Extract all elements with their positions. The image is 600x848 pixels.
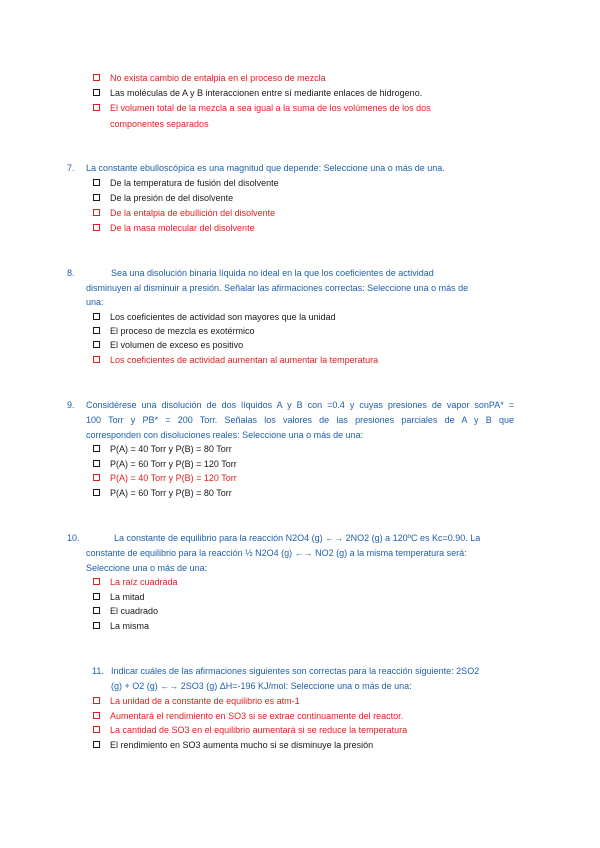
option-text: Aumentará el rendimiento en SO3 si se extrae continuamente del reactor.	[110, 711, 404, 721]
option-text: P(A) = 60 Torr y P(B) = 80 Torr	[110, 488, 232, 498]
checkbox[interactable]	[93, 194, 100, 201]
question-8-stem-line-3: una:	[86, 297, 104, 307]
option-text: La unidad de a constante de equilibrio es atm-1	[110, 696, 300, 706]
checkbox[interactable]	[93, 89, 100, 96]
option-text: El cuadrado	[110, 606, 159, 616]
checkbox[interactable]	[93, 224, 100, 231]
question-7-stem: La constante ebulloscópica es una magnitud que depende: Seleccione una o más de una.	[86, 163, 445, 173]
question-8-stem-line-1: Sea una disolución binaria líquida no ideal en la que los coeficientes de actividad	[111, 268, 434, 278]
question-10-stem-line-1: La constante de equilibrio para la reacción N2O4 (g) ←→ 2NO2 (g) a 120ºC es Kc=0.90. La	[114, 533, 481, 543]
checkbox[interactable]	[93, 104, 100, 111]
prev-option-3-continuation: componentes separados	[110, 119, 209, 129]
checkbox[interactable]	[93, 726, 100, 733]
checkbox[interactable]	[93, 697, 100, 704]
option-text: El rendimiento en SO3 aumenta mucho si se disminuye la presión	[110, 740, 374, 750]
option-text: No exista cambio de entalpia en el proceso de mezcla	[110, 73, 326, 83]
checkbox[interactable]	[93, 622, 100, 629]
checkbox[interactable]	[93, 474, 100, 481]
option-text: P(A) = 60 Torr y P(B) = 120 Torr	[110, 459, 237, 469]
option-text: De la temperatura de fusión del disolvente	[110, 178, 279, 188]
checkbox[interactable]	[93, 445, 100, 452]
checkbox[interactable]	[93, 578, 100, 585]
checkbox[interactable]	[93, 607, 100, 614]
option-text: La mitad	[110, 592, 145, 602]
option-text: Las moléculas de A y B interaccionen entre sí mediante enlaces de hidrogeno.	[110, 88, 423, 98]
checkbox[interactable]	[93, 209, 100, 216]
question-7-number: 7.	[67, 163, 75, 173]
option-text: P(A) = 40 Torr y P(B) = 80 Torr	[110, 444, 232, 454]
checkbox[interactable]	[93, 179, 100, 186]
question-11-stem-line-2: (g) + O2 (g) ←→ 2SO3 (g) ΔH=-196 KJ/mol: Seleccione una o más de una:	[111, 681, 412, 691]
question-11-stem-line-1: Indicar cuáles de las afirmaciones siguientes son correctas para la reacción siguiente: 2SO2	[111, 666, 480, 676]
option-text: La misma	[110, 621, 150, 631]
question-10-stem-line-3: Seleccione una o más de una:	[86, 563, 208, 573]
option-text: De la masa molecular del disolvente	[110, 223, 255, 233]
question-10-stem-line-2: constante de equilibrio para la reacción ½ N2O4 (g) ←→ NO2 (g) a la misma temperatura será:	[86, 548, 467, 558]
option-text: La cantidad de SO3 en el equilibrio aumentará si se reduce la temperatura	[110, 725, 408, 735]
question-10-number: 10.	[67, 533, 80, 543]
checkbox[interactable]	[93, 593, 100, 600]
question-8-number: 8.	[67, 268, 75, 278]
option-text: De la presión de del disolvente	[110, 193, 234, 203]
checkbox[interactable]	[93, 741, 100, 748]
option-text: El volumen de exceso es positivo	[110, 340, 244, 350]
option-text: La raíz cuadrada	[110, 577, 178, 587]
option-text: P(A) = 40 Torr y P(B) = 120 Torr	[110, 473, 237, 483]
checkbox[interactable]	[93, 313, 100, 320]
checkbox[interactable]	[93, 712, 100, 719]
checkbox[interactable]	[93, 327, 100, 334]
question-9-stem-line-1: Considérese una disolución de dos líquidos A y B con =0.4 y cuyas presiones de vapor sonPA* =	[86, 400, 514, 410]
option-text: El volumen total de la mezcla a sea igual a la suma de los volúmenes de los dos	[110, 103, 431, 113]
checkbox[interactable]	[93, 74, 100, 81]
checkbox[interactable]	[93, 489, 100, 496]
option-text: Los coeficientes de actividad aumentan al aumentar la temperatura	[110, 355, 379, 365]
question-9-number: 9.	[67, 400, 75, 410]
option-text: El proceso de mezcla es exotérmico	[110, 326, 255, 336]
checkbox[interactable]	[93, 356, 100, 363]
option-text: Los coeficientes de actividad son mayores que la unidad	[110, 312, 336, 322]
checkbox[interactable]	[93, 460, 100, 467]
question-9-stem-line-3: corresponden con disoluciones reales: Seleccione una o más de una:	[86, 430, 364, 440]
checkbox[interactable]	[93, 341, 100, 348]
question-11-number: 11.	[92, 666, 104, 676]
option-text: De la entalpia de ebullición del disolvente	[110, 208, 276, 218]
question-9-stem-line-2: 100 Torr y PB* = 200 Torr. Señalas los valores de las presiones parciales de A y B que	[86, 415, 514, 425]
question-8-stem-line-2: disminuyen al disminuir a presión. Señalar las afirmaciones correctas: Seleccione una o más de	[86, 283, 469, 293]
